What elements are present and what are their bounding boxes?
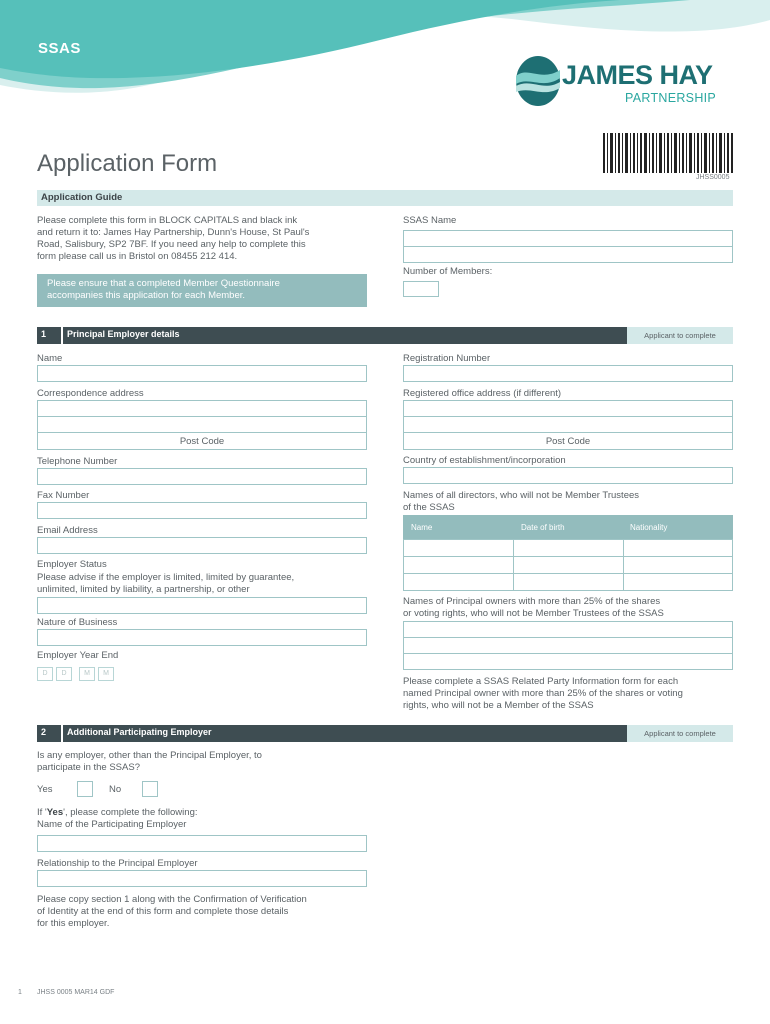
registered-office-line-2[interactable] [403, 416, 733, 433]
directors-table-header [403, 515, 733, 540]
director-dob-cell[interactable] [513, 573, 624, 591]
registered-office-postcode-field[interactable] [403, 432, 733, 450]
director-nationality-cell[interactable] [623, 539, 733, 557]
employer-status-help [37, 572, 377, 596]
year-end-month-1[interactable]: M [79, 667, 95, 681]
section-2-tag: Applicant to complete [627, 725, 733, 742]
ssas-name-label: SSAS Name [403, 215, 457, 226]
yes-checkbox[interactable] [77, 781, 93, 797]
principal-owner-field-1[interactable] [403, 621, 733, 638]
guide-instructions [37, 215, 377, 263]
related-party-line: Please complete a SSAS Related Party Information form for each [403, 676, 679, 687]
nature-of-business-label: Nature of Business [37, 617, 118, 628]
section-1-title: Principal Employer details [67, 329, 180, 339]
relationship-label: Relationship to the Principal Employer [37, 858, 198, 869]
participating-employer-name-label: Name of the Participating Employer [37, 819, 187, 830]
employer-status-label: Employer Status [37, 559, 107, 570]
director-name-cell[interactable] [403, 539, 514, 557]
guide-line: form please call us in Bristol on 08455 212 414. [37, 251, 238, 262]
notice-line: accompanies this application for each Member. [47, 290, 246, 301]
correspondence-address-line-2[interactable] [37, 416, 367, 433]
column-name: Name [411, 523, 433, 532]
related-party-line: named Principal owner with more than 25% of the shares or voting [403, 688, 683, 699]
name-label: Name [37, 353, 63, 364]
email-field[interactable] [37, 537, 367, 554]
page-number: 1 [18, 989, 22, 996]
owners-label-line: Names of Principal owners with more than 25% of the shares [403, 596, 661, 607]
related-party-note [403, 676, 743, 712]
name-field[interactable] [37, 365, 367, 382]
owners-label-line: or voting rights, who will not be Member Trustees of the SSAS [403, 608, 664, 619]
if-yes-suffix: ', please complete the following: [63, 807, 198, 818]
section-1-bar [37, 327, 733, 344]
yes-label: Yes [37, 784, 53, 795]
registered-office-line-1[interactable] [403, 400, 733, 417]
related-party-line: rights, who will not be a Member of the SSAS [403, 700, 594, 711]
notice-line: Please ensure that a completed Member Questionnaire [47, 278, 280, 289]
correspondence-postcode-field[interactable] [37, 432, 367, 450]
registered-office-label: Registered office address (if different) [403, 388, 562, 399]
correspondence-address-line-1[interactable] [37, 400, 367, 417]
country-label: Country of establishment/incorporation [403, 455, 566, 466]
section-2-bar [37, 725, 733, 742]
principal-owner-field-3[interactable] [403, 653, 733, 670]
nature-of-business-field[interactable] [37, 629, 367, 646]
james-hay-logo-icon [513, 52, 563, 108]
director-dob-cell[interactable] [513, 556, 624, 574]
member-questionnaire-notice [37, 274, 367, 307]
postcode-label: Post Code [545, 436, 591, 447]
brand-label: SSAS [38, 40, 81, 57]
guide-line: and return it to: James Hay Partnership, Dunn's House, St Paul's [37, 227, 310, 238]
logo-name: JAMES HAY [562, 60, 713, 90]
section-1-tag: Applicant to complete [627, 327, 733, 344]
principal-owner-field-2[interactable] [403, 637, 733, 654]
status-help-line: Please advise if the employer is limited, limited by guarantee, [37, 572, 295, 583]
telephone-label: Telephone Number [37, 456, 118, 467]
form-code: JHSS0005 [696, 174, 730, 181]
number-of-members-field[interactable] [403, 281, 439, 297]
application-guide-bar [37, 190, 733, 206]
guide-line: Road, Salisbury, SP2 7BF. If you need any help to complete this [37, 239, 306, 250]
no-label: No [109, 784, 122, 795]
director-name-cell[interactable] [403, 573, 514, 591]
employer-status-field[interactable] [37, 597, 367, 614]
question-line: Is any employer, other than the Principal Employer, to [37, 750, 262, 761]
country-field[interactable] [403, 467, 733, 484]
participate-question [37, 750, 377, 774]
barcode-icon [603, 133, 733, 173]
number-of-members-label: Number of Members: [403, 266, 493, 277]
relationship-field[interactable] [37, 870, 367, 887]
section-2-title: Additional Participating Employer [67, 727, 212, 737]
director-dob-cell[interactable] [513, 539, 624, 557]
copy-note-line: Please copy section 1 along with the Confirmation of Verification [37, 894, 307, 905]
copy-note-line: for this employer. [37, 918, 110, 929]
registration-number-label: Registration Number [403, 353, 491, 364]
employer-year-end-label: Employer Year End [37, 650, 119, 661]
director-nationality-cell[interactable] [623, 556, 733, 574]
logo-subtitle: PARTNERSHIP [625, 91, 717, 105]
footer-code: JHSS 0005 MAR14 GDF [37, 989, 115, 996]
status-help-line: unlimited, limited by liability, a partnership, or other [37, 584, 250, 595]
if-yes-prefix: If ' [37, 807, 47, 818]
registration-number-field[interactable] [403, 365, 733, 382]
copy-note-line: of Identity at the end of this form and complete those details [37, 906, 289, 917]
column-nationality: Nationality [630, 523, 668, 532]
column-date-of-birth: Date of birth [521, 523, 565, 532]
telephone-field[interactable] [37, 468, 367, 485]
postcode-label: Post Code [179, 436, 225, 447]
email-label: Email Address [37, 525, 98, 536]
question-line: participate in the SSAS? [37, 762, 140, 773]
fax-label: Fax Number [37, 490, 90, 501]
principal-owners-label [403, 596, 743, 620]
if-yes-bold: Yes [46, 807, 64, 818]
year-end-month-2[interactable]: M [98, 667, 114, 681]
correspondence-address-label: Correspondence address [37, 388, 144, 399]
year-end-day-2[interactable]: D [56, 667, 72, 681]
page-title: Application Form [37, 150, 218, 177]
guide-line: Please complete this form in BLOCK CAPITALS and black ink [37, 215, 298, 226]
no-checkbox[interactable] [142, 781, 158, 797]
ssas-name-field-1[interactable] [403, 230, 733, 247]
year-end-day-1[interactable]: D [37, 667, 53, 681]
application-guide-heading: Application Guide [41, 192, 123, 203]
director-name-cell[interactable] [403, 556, 514, 574]
directors-label-line: of the SSAS [403, 502, 455, 513]
section-2-number: 2 [41, 727, 47, 737]
section-divider [61, 725, 63, 742]
ssas-name-field-2[interactable] [403, 246, 733, 263]
directors-label-line: Names of all directors, who will not be Member Trustees [403, 490, 640, 501]
if-yes-instruction [37, 807, 198, 819]
participating-employer-name-field[interactable] [37, 835, 367, 852]
copy-section-note [37, 894, 382, 930]
section-divider [61, 327, 63, 344]
directors-label [403, 490, 733, 514]
fax-field[interactable] [37, 502, 367, 519]
section-1-number: 1 [41, 329, 47, 339]
director-nationality-cell[interactable] [623, 573, 733, 591]
